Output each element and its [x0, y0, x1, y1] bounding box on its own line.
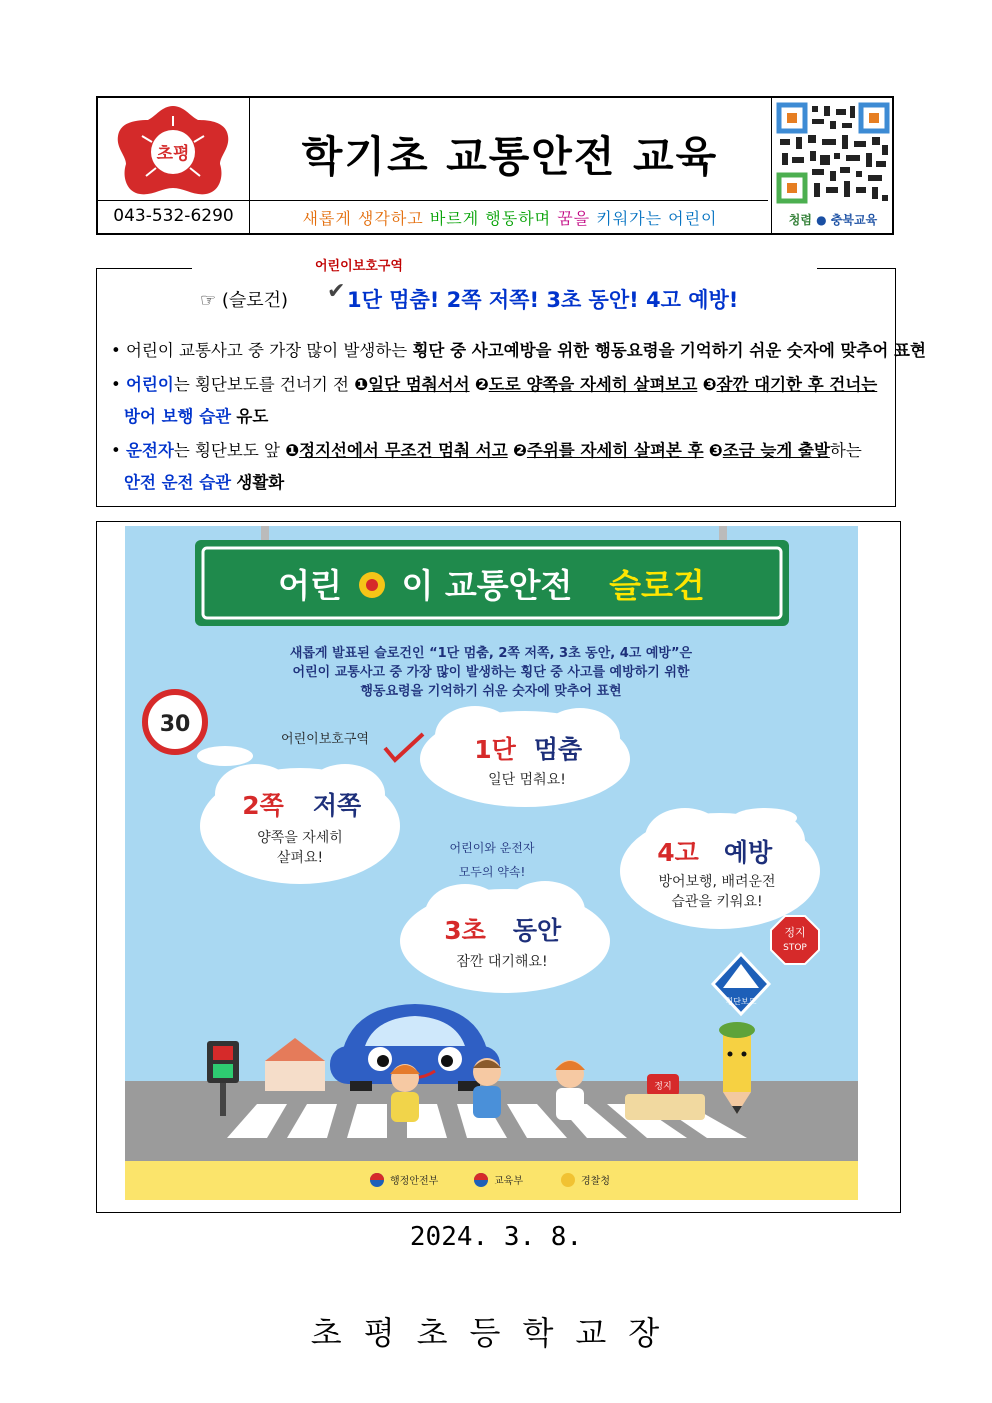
traffic-safety-poster	[125, 526, 858, 1200]
page-title: 학기초 교통안전 교육	[301, 132, 719, 181]
poster-sign-title-3: 슬로건	[609, 566, 705, 605]
poster-zone-label: 어린이보호구역	[281, 732, 369, 747]
footer-org-1: 행정안전부	[390, 1176, 439, 1187]
bubble-2-word: 저쪽	[312, 791, 362, 820]
emblem-text: 초평	[156, 144, 190, 164]
small-stop-sign-text: 정지	[654, 1082, 672, 1092]
stop-sign-text: 정지	[784, 926, 806, 939]
qr-code-icon[interactable]	[774, 101, 892, 205]
bubble-2-num: 2쪽	[242, 791, 284, 820]
bubble-4-word: 예방	[723, 838, 773, 867]
bubble-1	[420, 706, 630, 807]
bullet-line-3: • 운전자는 횡단보도 앞 ❶정지선에서 무조건 멈춰 서고 ❷주위를 자세히 살펴본 후 ❸조금 늦게 출발하는	[111, 441, 862, 460]
poster-frame	[96, 521, 901, 1213]
footer-org-2: 교육부	[494, 1176, 523, 1187]
bubble-4	[620, 808, 820, 929]
poster-promise-2: 모두의 약속!	[458, 865, 526, 879]
header-table	[96, 96, 894, 235]
bubble-4-sub1: 방어보행, 배려운전	[658, 874, 776, 890]
poster-intro-3: 행동요령을 기억하기 쉬운 숫자에 맞추어 표현	[360, 684, 622, 699]
bubble-3-sub: 잠깐 대기해요!	[456, 954, 548, 970]
motto-part: 바르게 행동하며	[429, 209, 552, 228]
bullet-line-2b: 방어 보행 습관 유도	[124, 407, 269, 426]
bubble-1-sub: 일단 멈춰요!	[488, 772, 566, 788]
bubble-2	[200, 764, 400, 884]
qr-caption: 청렴 ● 충북교육	[788, 213, 878, 227]
bullet-line-2: • 어린이는 횡단보도를 건너기 전 ❶일단 멈춰서서 ❷도로 양쪽을 자세히 살펴보고 ❸잠깐 대기한 후 건너는	[111, 375, 878, 394]
bubble-1-num: 1단	[474, 735, 516, 764]
slogan-text: 1단 멈춤! 2쪽 저쪽! 3초 동안! 4고 예방!	[347, 288, 739, 312]
school-motto	[250, 206, 770, 229]
motto-part: 키워가는 어린이	[596, 209, 718, 228]
divider	[98, 200, 768, 201]
poster-intro-1: 새롭게 발표된 슬로건인 “1단 멈춤, 2쪽 저쪽, 3초 동안, 4고 예방”은	[289, 646, 693, 661]
motto-part: 새롭게 생각하고	[302, 209, 424, 228]
bullet-line-1: • 어린이 교통사고 중 가장 많이 발생하는 횡단 중 사고예방을 위한 행동요령을 기억하기 쉬운 숫자에 맞추어 표현	[111, 341, 926, 360]
school-emblem-logo	[112, 102, 234, 198]
bubble-3	[400, 881, 610, 993]
slogan-box	[96, 259, 926, 507]
speed-limit-sign: 30	[159, 712, 191, 737]
stop-sign-en: STOP	[783, 943, 807, 953]
document-date: 2024. 3. 8.	[409, 1222, 583, 1252]
phone-number: 043-532-6290	[113, 206, 234, 226]
poster-sign-title-2: 이 교통안전	[401, 566, 573, 605]
school-zone-label: 어린이보호구역	[315, 259, 403, 274]
bubble-2-sub2: 살펴요!	[276, 850, 324, 866]
bubble-1-word: 멈춤	[533, 735, 583, 764]
qr-caption-left: 청렴	[788, 213, 812, 227]
bubble-3-word: 동안	[512, 916, 562, 945]
footer-org-3: 경찰청	[581, 1176, 610, 1187]
bubble-4-num: 4고	[657, 838, 699, 867]
motto-part: 꿈을	[557, 209, 591, 228]
crosswalk-sign-text: 횡단보도	[725, 997, 757, 1006]
poster-sign-title-1: 어린	[278, 566, 342, 605]
check-icon: ✔	[327, 279, 346, 304]
bubble-4-sub2: 습관을 키워요!	[671, 894, 763, 910]
poster-footer	[125, 1161, 858, 1200]
slogan-prefix: ☞ (슬로건)	[200, 290, 289, 311]
poster-promise-1: 어린이와 운전자	[449, 841, 535, 855]
poster-intro-2: 어린이 교통사고 중 가장 많이 발생하는 횡단 중 사고를 예방하기 위한	[292, 665, 690, 680]
signature-principal: 초평초등학교장	[310, 1314, 682, 1352]
bubble-2-sub1: 양쪽을 자세히	[257, 830, 343, 846]
bullet-line-3b: 안전 운전 습관 생활화	[124, 473, 285, 492]
bubble-3-num: 3초	[444, 916, 486, 945]
stop-sign-icon	[771, 916, 819, 964]
qr-caption-right: 충북교육	[830, 213, 878, 227]
